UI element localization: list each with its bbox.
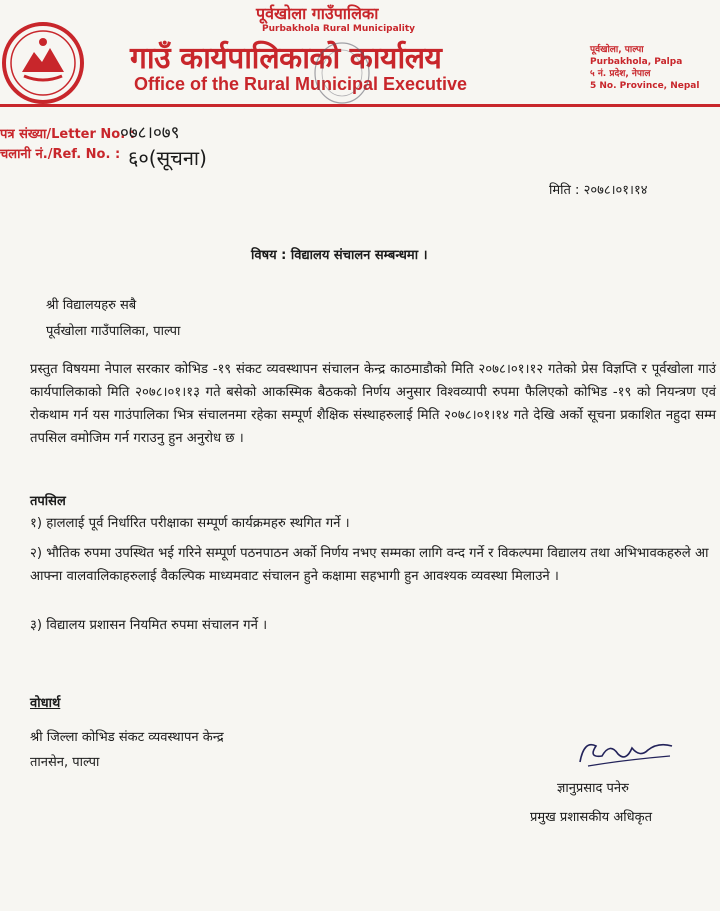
municipality-name-english: Purbakhola Rural Municipality (262, 24, 416, 34)
office-title-english: Office of the Rural Municipal Executive (134, 74, 468, 94)
details-item: ३) विद्यालय प्रशासन नियमित रुपमा संचालन गर्ने । (30, 618, 268, 633)
header-divider (0, 104, 720, 107)
cc-line: तानसेन, पाल्पा (30, 755, 100, 770)
addressee-block (46, 293, 180, 345)
office-stamp-seal (312, 40, 372, 106)
letter-date: मिति : २०७८।०१।१४ (549, 183, 648, 198)
details-heading: तपसिल (30, 494, 66, 509)
cc-heading: वोधार्थ (30, 696, 61, 711)
office-address (590, 44, 699, 92)
office-title-nepali: गाउँ कार्यपालिकाको कार्यालय (130, 41, 442, 76)
letter-body: प्रस्तुत विषयमा नेपाल सरकार कोभिड -१९ संकट व्यवस्थापन संचालन केन्द्र काठमाडौको मिति २०७८।०१।१२ गतेको प्रेस विज्ञप्ति र पूर्वखोला गाउं कार्यपालिकाको मिति २०७८।०१।१३ गते बसेको आकस्मिक बैठकको निर्णय अनुसार विश्वव्यापी रुपमा फैलिएको कोभिड -१९ को नियन्त्रण एवं रोकथाम गर्न यस गाउंपालिका भित्र संचालनमा रहेका सम्पूर्ण शैक्षिक संस्थाहरुलाई मिति २०७८।०१।१४ गते देखि अर्को सूचना प्रकाशित नहुदा सम्म तपसिल वमोजिम गर्न गराउनु हुन अनुरोध छ । (30, 362, 716, 446)
details-item: १) हाललाई पूर्व निर्धारित परीक्षाका सम्पूर्ण कार्यक्रमहरु स्थगित गर्ने । (30, 516, 350, 531)
address-line: ५ नं. प्रदेश, नेपाल (590, 69, 651, 79)
cc-line: श्री जिल्ला कोभिड संकट व्यवस्थापन केन्द्र (30, 730, 224, 745)
signatory-name: ज्ञानुप्रसाद पनेरु (557, 781, 629, 796)
address-line: 5 No. Province, Nepal (590, 81, 700, 91)
signatory-designation: प्रमुख प्रशासकीय अधिकृत (530, 810, 653, 825)
ref-no-value: ६०(सूचना) (128, 146, 207, 170)
nepal-emblem-logo (2, 22, 84, 104)
address-line: पूर्वखोला, पाल्पा (590, 45, 644, 55)
addressee-line: श्री विद्यालयहरु सबै (46, 298, 137, 313)
address-line: Purbakhola, Palpa (590, 57, 683, 67)
ref-no-label: चलानी नं./Ref. No. : (0, 147, 121, 162)
addressee-line: पूर्वखोला गाउँपालिका, पाल्पा (46, 324, 181, 339)
handwritten-signature (574, 732, 678, 774)
municipality-name-nepali: पूर्वखोला गाउँपालिका (256, 4, 379, 23)
letter-no-value: ०७८।०७९ (120, 123, 180, 143)
letter-subject: विषय : विद्यालय संचालन सम्बन्धमा । (251, 248, 428, 263)
letter-no-label: पत्र संख्या/Letter No. : (0, 127, 135, 142)
details-item: २) भौतिक रुपमा उपस्थित भई गरिने सम्पूर्ण पठनपाठन अर्को निर्णय नभए सम्मका लागि वन्द गर्ने र विकल्पमा विद्यालय तथा अभिभावकहरुले आ आफ्ना वालवालिकाहरुलाई वैकल्पिक माध्यमवाट संचालन हुने कक्षामा सहभागी हुन आवश्यक व्यवस्था मिलाउने । (30, 546, 709, 584)
